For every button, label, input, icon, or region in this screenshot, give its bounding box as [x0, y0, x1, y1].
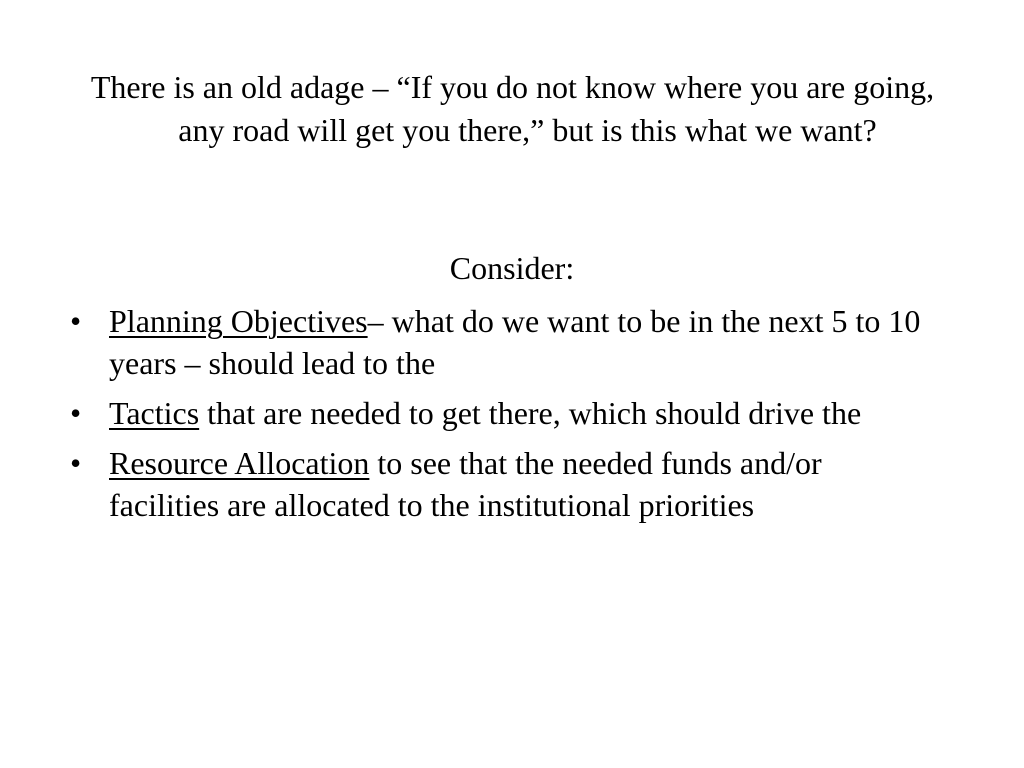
bullet-item-planning-objectives	[68, 300, 938, 384]
term-planning-objectives: Planning Objectives	[109, 303, 368, 339]
bullet-text: to see that the needed funds and/or facilities are allocated to the institutional priorities	[109, 445, 822, 523]
adage-paragraph: There is an old adage – “If you do not know where you are going, any road will get you there,” but is this what we want?	[90, 69, 935, 148]
bullet-list	[68, 300, 938, 534]
consider-heading: Consider:	[449, 250, 575, 286]
bullet-icon: •	[70, 303, 82, 339]
term-tactics: Tactics	[109, 395, 200, 431]
bullet-icon: •	[70, 445, 82, 481]
bullet-text: that are needed to get there, which should drive the	[199, 395, 862, 431]
bullet-item-tactics	[68, 392, 938, 434]
bullet-text: – what do we want to be in the next 5 to 10 years – should lead to the	[109, 303, 921, 381]
term-resource-allocation: Resource Allocation	[109, 445, 370, 481]
bullet-icon: •	[70, 395, 82, 431]
bullet-item-resource-allocation	[68, 442, 938, 526]
